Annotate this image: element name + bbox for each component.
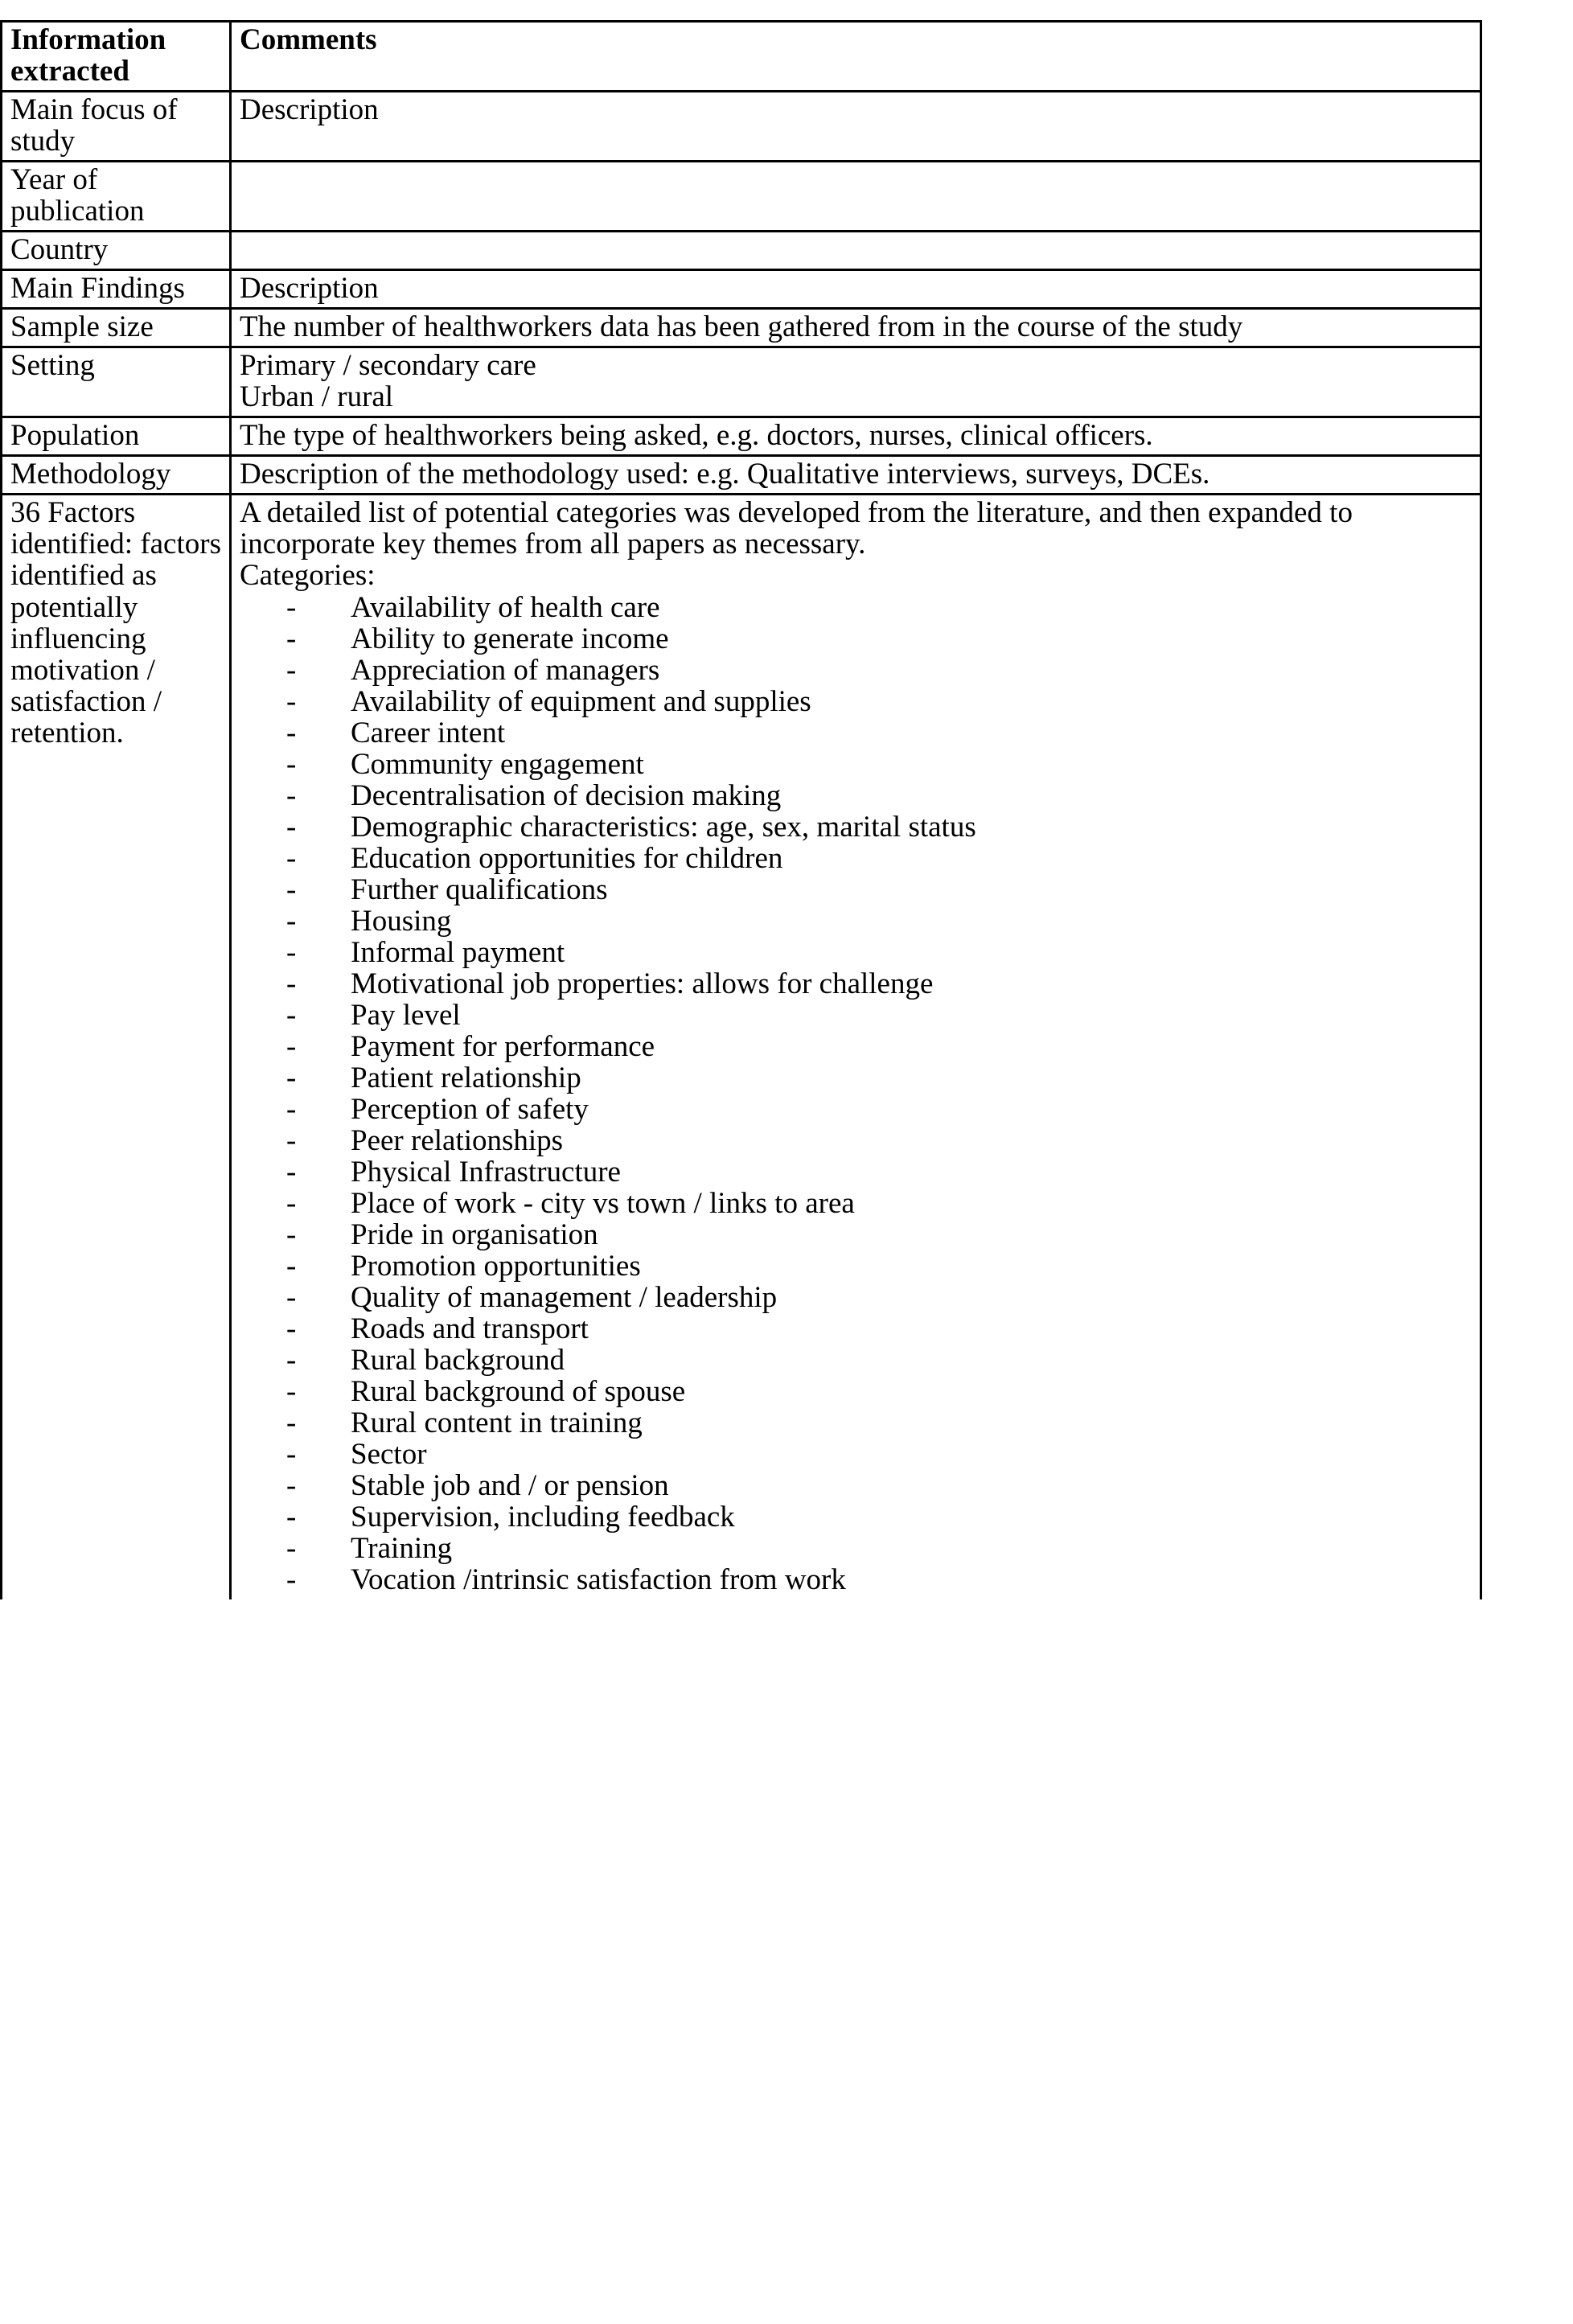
comment-line: Description: [240, 272, 379, 306]
bullet-dash-icon: -: [286, 747, 297, 781]
category-list: [240, 592, 1472, 1596]
list-item: [240, 1407, 1472, 1439]
bullet-dash-icon: -: [286, 622, 297, 655]
list-item: [240, 623, 1472, 655]
table-row: [2, 162, 1481, 232]
table-row: [2, 417, 1481, 456]
bullet-dash-icon: -: [286, 1156, 297, 1189]
comment-line: Description of the methodology used: e.g. Qualitative interviews, surveys, DCEs.: [240, 458, 1210, 491]
bullet-dash-icon: -: [286, 1061, 297, 1094]
list-item: [240, 717, 1472, 749]
bullet-dash-icon: -: [286, 778, 297, 812]
table-row: [2, 232, 1481, 270]
row-comment: [231, 309, 1481, 347]
category-label: Peer relationships: [351, 1124, 564, 1158]
row-comment: [231, 456, 1481, 495]
column-header-information-extracted: Information extracted: [2, 22, 231, 92]
bullet-dash-icon: -: [286, 1532, 297, 1566]
bullet-dash-icon: -: [286, 1563, 297, 1597]
bullet-dash-icon: -: [286, 1093, 297, 1126]
list-item: [240, 749, 1472, 780]
list-item: [240, 1345, 1472, 1376]
table-row-factors: [2, 495, 1481, 1599]
bullet-dash-icon: -: [286, 653, 297, 687]
category-label: Place of work - city vs town / links to area: [351, 1187, 855, 1221]
bullet-dash-icon: -: [286, 1124, 297, 1158]
list-item: [240, 686, 1472, 717]
category-label: Sector: [351, 1438, 427, 1472]
category-label: Rural background of spouse: [351, 1375, 686, 1409]
table-row: [2, 92, 1481, 162]
bullet-dash-icon: -: [286, 904, 297, 938]
list-item: [240, 1533, 1472, 1564]
bullet-dash-icon: -: [286, 1187, 297, 1221]
category-label: Availability of equipment and supplies: [351, 684, 811, 718]
table-row: [2, 347, 1481, 417]
category-label: Vocation /intrinsic satisfaction from work: [351, 1563, 846, 1597]
list-item: [240, 1125, 1472, 1156]
list-item: [240, 780, 1472, 811]
bullet-dash-icon: -: [286, 1406, 297, 1440]
list-item: [240, 1282, 1472, 1313]
list-item: [240, 1470, 1472, 1501]
list-item: [240, 1156, 1472, 1188]
category-label: Availability of health care: [351, 590, 660, 624]
bullet-dash-icon: -: [286, 1501, 297, 1534]
row-label: Year of publication: [2, 162, 231, 232]
category-label: Pride in organisation: [351, 1218, 598, 1252]
row-label: Main Findings: [2, 270, 231, 309]
bullet-dash-icon: -: [286, 1281, 297, 1315]
factors-row-label: 36 Factors identified: factors identified as potentially influencing motivation / satisfaction / retention.: [2, 495, 231, 1599]
list-item: [240, 592, 1472, 623]
category-label: Further qualifications: [351, 873, 608, 906]
bullet-dash-icon: -: [286, 873, 297, 906]
category-label: Payment for performance: [351, 1029, 655, 1063]
row-label: Setting: [2, 347, 231, 417]
list-item: [240, 843, 1472, 874]
category-label: Informal payment: [351, 935, 565, 969]
bullet-dash-icon: -: [286, 935, 297, 969]
bullet-dash-icon: -: [286, 841, 297, 875]
category-label: Community engagement: [351, 747, 644, 781]
column-header-comments: Comments: [231, 22, 1481, 92]
table-body: [2, 92, 1481, 1599]
category-label: Patient relationship: [351, 1061, 581, 1094]
row-comment: [231, 162, 1481, 232]
category-label: Training: [351, 1532, 453, 1566]
factors-row-comment: [231, 495, 1481, 1599]
list-item: [240, 1439, 1472, 1470]
bullet-dash-icon: -: [286, 716, 297, 749]
categories-heading: Categories:: [240, 559, 376, 593]
list-item: [240, 1000, 1472, 1031]
table-header: [2, 22, 1481, 92]
bullet-dash-icon: -: [286, 1250, 297, 1283]
category-label: Quality of management / leadership: [351, 1281, 778, 1315]
bullet-dash-icon: -: [286, 590, 297, 624]
list-item: [240, 1501, 1472, 1533]
category-label: Housing: [351, 904, 452, 938]
row-label: Sample size: [2, 309, 231, 347]
category-label: Perception of safety: [351, 1093, 589, 1126]
list-item: [240, 1094, 1472, 1125]
list-item: [240, 1564, 1472, 1595]
category-label: Motivational job properties: allows for challenge: [351, 967, 934, 1000]
category-label: Demographic characteristics: age, sex, marital status: [351, 810, 976, 844]
row-comment: [231, 232, 1481, 270]
category-label: Roads and transport: [351, 1312, 589, 1346]
table-header-row: [2, 22, 1481, 92]
table-row: [2, 456, 1481, 495]
bullet-dash-icon: -: [286, 1029, 297, 1063]
list-item: [240, 1313, 1472, 1345]
table-row: [2, 270, 1481, 309]
bullet-dash-icon: -: [286, 684, 297, 718]
list-item: [240, 1188, 1472, 1219]
list-item: [240, 1250, 1472, 1282]
comment-line: The number of healthworkers data has been gathered from in the course of the study: [240, 310, 1243, 344]
comment-line: Urban / rural: [240, 380, 394, 414]
list-item: [240, 655, 1472, 686]
bullet-dash-icon: -: [286, 1469, 297, 1503]
list-item: [240, 1031, 1472, 1062]
bullet-dash-icon: -: [286, 1375, 297, 1409]
category-label: Rural content in training: [351, 1406, 643, 1440]
bullet-dash-icon: -: [286, 1218, 297, 1252]
category-label: Career intent: [351, 716, 506, 749]
bullet-dash-icon: -: [286, 810, 297, 844]
bullet-dash-icon: -: [286, 967, 297, 1000]
list-item: [240, 874, 1472, 905]
list-item: [240, 937, 1472, 968]
list-item: [240, 968, 1472, 1000]
category-label: Physical Infrastructure: [351, 1156, 621, 1189]
information-extraction-table: [0, 20, 1482, 1599]
comment-line: Description: [240, 93, 379, 127]
row-comment: [231, 347, 1481, 417]
category-label: Pay level: [351, 998, 461, 1032]
row-label: Main focus of study: [2, 92, 231, 162]
list-item: [240, 1376, 1472, 1407]
bullet-dash-icon: -: [286, 1312, 297, 1346]
list-item: [240, 905, 1472, 937]
bullet-dash-icon: -: [286, 998, 297, 1032]
list-item: [240, 1219, 1472, 1250]
comment-line: The type of healthworkers being asked, e.g. doctors, nurses, clinical officers.: [240, 419, 1153, 453]
row-comment: [231, 270, 1481, 309]
category-label: Rural background: [351, 1344, 565, 1378]
list-item: [240, 1062, 1472, 1094]
row-comment: [231, 92, 1481, 162]
category-label: Stable job and / or pension: [351, 1469, 669, 1503]
bullet-dash-icon: -: [286, 1438, 297, 1472]
table-row: [2, 309, 1481, 347]
list-item: [240, 811, 1472, 843]
category-label: Decentralisation of decision making: [351, 778, 782, 812]
category-label: Appreciation of managers: [351, 653, 660, 687]
category-label: Supervision, including feedback: [351, 1501, 735, 1534]
row-comment: [231, 417, 1481, 456]
factors-intro-text: A detailed list of potential categories was developed from the literature, and then expanded to incorporate key themes from all papers as necessary.: [240, 496, 1361, 561]
comment-line: Primary / secondary care: [240, 349, 536, 383]
category-label: Ability to generate income: [351, 622, 669, 655]
category-label: Promotion opportunities: [351, 1250, 641, 1283]
category-label: Education opportunities for children: [351, 841, 783, 875]
bullet-dash-icon: -: [286, 1344, 297, 1378]
row-label: Methodology: [2, 456, 231, 495]
row-label: Population: [2, 417, 231, 456]
row-label: Country: [2, 232, 231, 270]
